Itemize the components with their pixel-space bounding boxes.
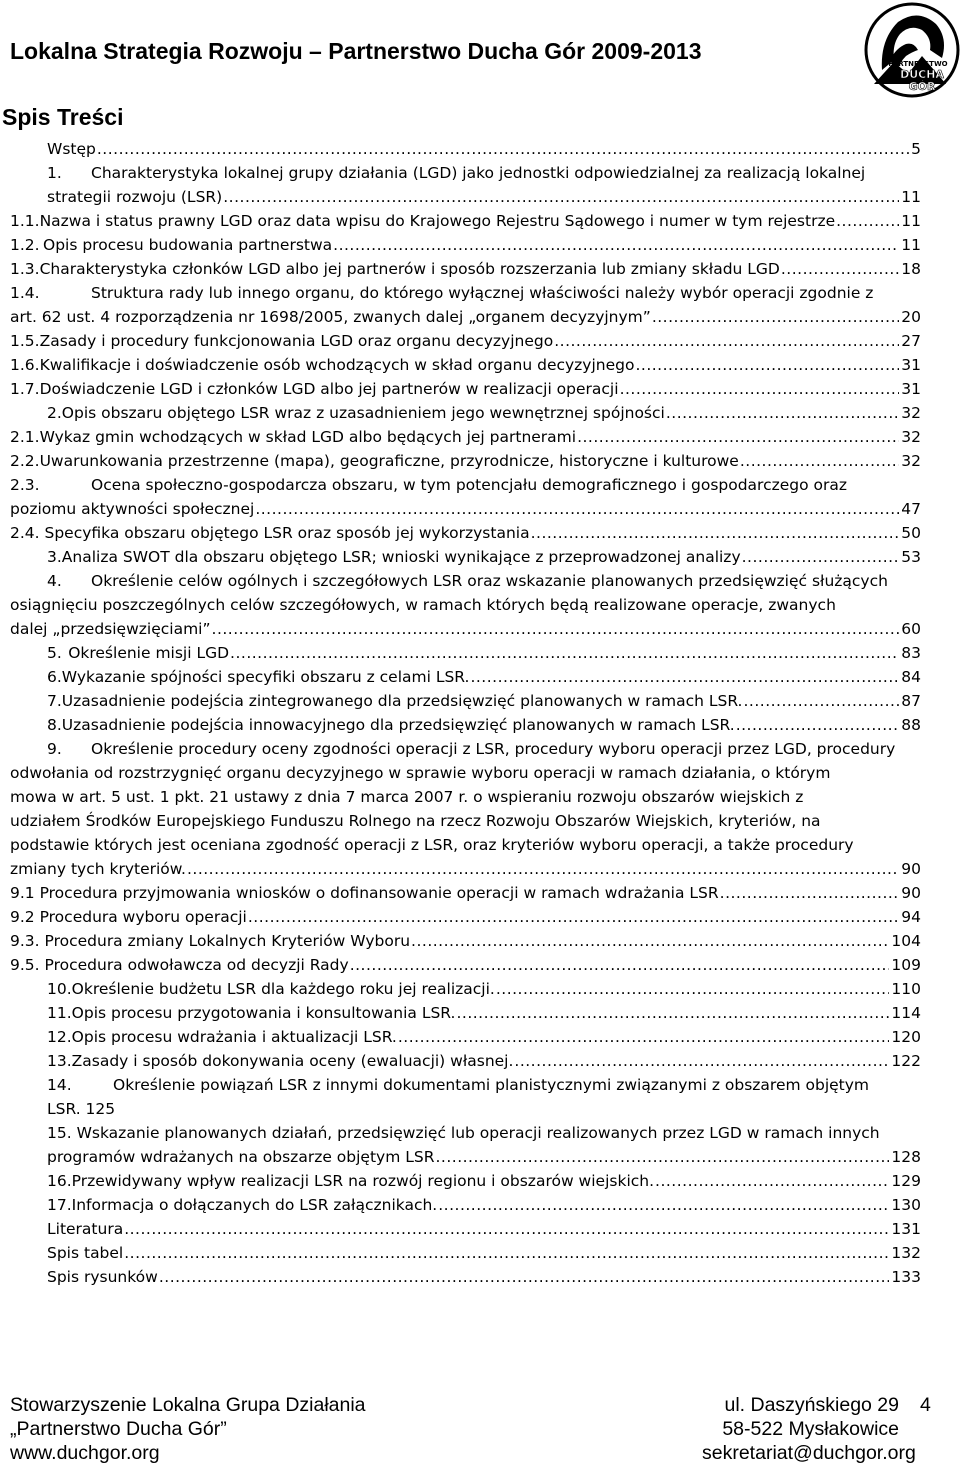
toc-entry[interactable] [10,449,921,473]
toc-entry[interactable] [10,473,921,497]
toc-entry-page: 32 [901,452,921,470]
toc-entry-number: 2. [47,404,62,422]
toc-dot-leader [212,617,900,641]
toc-dot-leader [514,1049,889,1073]
toc-entry-title: LSR. 125 [47,1100,116,1118]
toc-dot-leader [742,545,900,569]
toc-entry[interactable] [47,137,921,161]
toc-entry[interactable] [47,641,921,665]
toc-dot-leader [620,377,900,401]
toc-entry[interactable] [10,353,921,377]
toc-entry-page: 90 [901,860,921,878]
toc-entry-title: poziomu aktywności społecznej [10,500,255,518]
toc-entry[interactable] [47,401,921,425]
toc-entry-number: 1.4. [10,284,40,302]
toc-entry-number: 10. [47,980,72,998]
svg-text:GÓR: GÓR [908,80,936,93]
toc-entry-page: 87 [901,692,921,710]
partnerstwo-ducha-gor-logo [860,0,960,100]
toc-entry-number: 17. [47,1196,72,1214]
toc-entry[interactable] [10,281,921,305]
toc-entry-page: 11 [901,212,921,230]
toc-entry-number: 14. [47,1076,72,1094]
toc-entry[interactable] [10,881,921,905]
toc-entry-number: 7. [47,692,62,710]
toc-dot-leader [736,713,900,737]
toc-entry[interactable] [47,1049,921,1073]
toc-entry-title: programów wdrażanych na obszarze objętym LSR [47,1148,435,1166]
toc-entry[interactable] [47,1121,921,1145]
toc-entry-title: Określenie budżetu LSR dla każdego roku jej realizacji. [71,980,495,998]
toc-entry-title: art. 62 ust. 4 rozporządzenia nr 1698/2005, zwanych dalej „organem decyzyjnym” [10,308,651,326]
toc-entry-title: 2.4. Specyfika obszaru objętego LSR oraz sposób jej wykorzystania [10,524,530,542]
toc-entry-number: 8. [47,716,62,734]
toc-dot-leader [720,881,900,905]
toc-dot-leader [398,1025,890,1049]
toc-entry-number: 2.3. [10,476,40,494]
toc-entry-title: Uwarunkowania przestrzenne (mapa), geograficzne, przyrodnicze, historyczne i kulturowe [39,452,739,470]
toc-entry-title: Zasady i sposób dokonywania oceny (ewaluacji) własnej. [71,1052,514,1070]
toc-entry-page: 27 [901,332,921,350]
toc-dot-leader [554,329,899,353]
toc-entry-number: 9. [47,740,62,758]
toc-entry-title: zmiany tych kryteriów. [10,860,186,878]
toc-entry-page: 50 [901,524,921,542]
toc-dot-leader [124,1217,889,1241]
toc-dot-leader [97,137,909,161]
toc-dot-leader [187,857,899,881]
toc-entry[interactable] [10,377,921,401]
toc-entry-title: 9.5. Procedura odwoławcza od decyzji Rady [10,956,349,974]
toc-entry-title: Opis procesu budowania partnerstwa [43,236,333,254]
toc-entry[interactable] [10,905,921,929]
toc-entry-page: 11 [901,236,921,254]
toc-entry-number: 16. [47,1172,72,1190]
toc-entry-title: Wstęp [47,140,96,158]
toc-entry-page: 47 [901,500,921,518]
toc-dot-leader [836,209,899,233]
toc-entry-title: Literatura [47,1220,124,1238]
toc-entry-title: Określenie misji LGD [68,644,230,662]
toc-entry-title: Charakterystyka członków LGD albo jej partnerów i sposób rozszerzania lub zmiany składu LGD [39,260,780,278]
toc-entry[interactable] [10,257,921,281]
toc-entry-page: 18 [901,260,921,278]
toc-entry[interactable] [10,617,921,641]
toc-entry[interactable] [10,761,921,785]
toc-entry-number: 1.6. [10,356,40,374]
toc-entry-page: 84 [901,668,921,686]
toc-entry-page: 128 [891,1148,921,1166]
toc-entry-title: Nazwa i status prawny LGD oraz data wpisu do Krajowego Rejestru Sądowego i numer w tym rejestrze [39,212,836,230]
toc-dot-leader [438,1193,889,1217]
toc-entry[interactable] [10,857,921,881]
toc-entry-title: Ocena społeczno-gospodarcza obszaru, w tym potencjału demograficznego i gospodarczego oraz [91,476,848,494]
footer-org-name: Stowarzyszenie Lokalna Grupa Działania [10,1394,366,1416]
toc-entry-title: Opis procesu przygotowania i konsultowania LSR. [71,1004,456,1022]
toc-entry-title: Określenie celów ogólnych i szczegółowych LSR oraz wskazanie planowanych przedsięwzięć służących [91,572,888,590]
toc-entry-title: Przewidywany wpływ realizacji LSR na rozwój regionu i obszarów wiejskich. [71,1172,655,1190]
toc-entry[interactable] [47,1025,921,1049]
toc-entry[interactable] [10,929,921,953]
toc-dot-leader [255,497,899,521]
footer-organization [10,1393,366,1465]
toc-entry-title: podstawie których jest oceniana zgodność operacji z LSR, oraz kryteriów wyboru operacji, a także procedury [10,836,854,854]
footer-website: www.duchgor.org [10,1442,160,1464]
toc-entry[interactable] [10,833,921,857]
toc-entry[interactable] [47,1265,921,1289]
toc-entry-title: Doświadczenie LGD i członków LGD albo jej partnerów w realizacji operacji [39,380,619,398]
toc-dot-leader [781,257,899,281]
toc-entry-title: Spis rysunków [47,1268,158,1286]
toc-entry-page: 31 [901,356,921,374]
toc-entry[interactable] [47,1217,921,1241]
toc-dot-leader [470,665,899,689]
toc-entry-number: 3. [47,548,62,566]
toc-entry-title: mowa w art. 5 ust. 1 pkt. 21 ustawy z dnia 7 marca 2007 r. o wspieraniu rozwoju obszarów wiejskich z [10,788,804,806]
toc-dot-leader [740,449,899,473]
toc-entry-page: 104 [891,932,921,950]
toc-entry-title: Określenie powiązań LSR z innymi dokumentami planistycznymi związanymi z obszarem objętym [113,1076,870,1094]
toc-entry-page: 20 [901,308,921,326]
toc-entry-title: Uzasadnienie podejścia zintegrowanego dla przedsięwzięć planowanych w ramach LSR. [61,692,743,710]
toc-dot-leader [350,953,890,977]
toc-entry[interactable] [10,329,921,353]
toc-entry-page: 5 [911,140,921,158]
toc-entry-number: 11. [47,1004,72,1022]
toc-entry-title: udziałem Środków Europejskiego Funduszu Rolnego na rzecz Rozwoju Obszarów Wiejskich, kryteriów, na [10,812,821,830]
toc-dot-leader [456,1001,889,1025]
toc-entry-page: 53 [901,548,921,566]
toc-entry[interactable] [47,665,921,689]
toc-entry[interactable] [10,497,921,521]
toc-entry[interactable] [10,209,921,233]
toc-entry[interactable] [47,161,921,185]
toc-entry-title: Określenie procedury oceny zgodności operacji z LSR, procedury wyboru operacji przez LGD, procedury [91,740,896,758]
toc-entry-page: 60 [901,620,921,638]
footer-email: sekretariat@duchgor.org [702,1442,916,1464]
toc-entry-number: 12. [47,1028,72,1046]
toc-entry-number: 5. [47,644,62,662]
toc-dot-leader [655,1169,889,1193]
toc-dot-leader [230,641,899,665]
toc-dot-leader [248,905,899,929]
toc-entry-title: dalej „przedsięwzięciami” [10,620,211,638]
toc-entry-page: 32 [901,404,921,422]
toc-entry-title: 9.1 Procedura przyjmowania wniosków o dofinansowanie operacji w ramach wdrażania LSR [10,884,719,902]
toc-entry[interactable] [10,593,921,617]
toc-dot-leader [635,353,899,377]
toc-entry-page: 122 [891,1052,921,1070]
toc-entry-page: 129 [891,1172,921,1190]
toc-entry-page: 88 [901,716,921,734]
toc-entry[interactable] [47,1097,921,1121]
toc-dot-leader [531,521,900,545]
toc-entry[interactable] [47,689,921,713]
toc-dot-leader [124,1241,889,1265]
toc-entry[interactable] [10,785,921,809]
toc-dot-leader [411,929,889,953]
toc-entry-title: strategii rozwoju (LSR) [47,188,223,206]
toc-entry[interactable] [10,953,921,977]
toc-entry[interactable] [47,1073,921,1097]
toc-entry-number: 1.1. [10,212,40,230]
toc-entry-title: Opis procesu wdrażania i aktualizacji LSR. [71,1028,397,1046]
toc-entry-title: osiągnięciu poszczególnych celów szczegółowych, w ramach których będą realizowane operacje, zwanych [10,596,836,614]
svg-text:PARTNERSTWO: PARTNERSTWO [888,60,948,68]
toc-entry-title: odwołania od rozstrzygnięć organu decyzyjnego w sprawie wyboru operacji w ramach działania, o którym [10,764,831,782]
toc-dot-leader [435,1145,889,1169]
toc-entry-number: 1. [47,164,62,182]
toc-entry-number: 1.2. [10,236,40,254]
toc-entry[interactable] [47,569,921,593]
toc-entry-page: 132 [891,1244,921,1262]
toc-entry-page: 83 [901,644,921,662]
toc-entry[interactable] [10,425,921,449]
toc-dot-leader [652,305,899,329]
toc-entry[interactable] [10,809,921,833]
toc-entry-title: Wykaz gmin wchodzących w skład LGD albo będących jej partnerami [39,428,577,446]
toc-entry-page: 109 [891,956,921,974]
toc-entry-title: 9.3. Procedura zmiany Lokalnych Kryteriów Wyboru [10,932,411,950]
toc-entry[interactable] [47,1193,921,1217]
toc-dot-leader [333,233,899,257]
toc-entry-page: 130 [891,1196,921,1214]
toc-entry-title: Uzasadnienie podejścia innowacyjnego dla przedsięwzięć planowanych w ramach LSR. [61,716,735,734]
toc-entry[interactable] [10,521,921,545]
toc-entry-title: Kwalifikacje i doświadczenie osób wchodzących w skład organu decyzyjnego [39,356,635,374]
toc-entry-number: 6. [47,668,62,686]
page-number: 4 [920,1394,931,1416]
toc-entry[interactable] [10,305,921,329]
toc-entry-page: 11 [901,188,921,206]
toc-entry-title: Informacja o dołączanych do LSR załącznikach. [71,1196,438,1214]
toc-entry-page: 120 [891,1028,921,1046]
toc-entry-number: 2.1. [10,428,40,446]
toc-entry-page: 90 [901,884,921,902]
document-header-title: Lokalna Strategia Rozwoju – Partnerstwo Ducha Gór 2009-2013 [10,38,702,64]
toc-entry-number: 1.7. [10,380,40,398]
footer-city: 58-522 Mysłakowice [722,1418,899,1440]
toc-entry-title: 9.2 Procedura wyboru operacji [10,908,247,926]
toc-entry[interactable] [47,1241,921,1265]
toc-entry-title: Spis tabel [47,1244,124,1262]
toc-entry-number: 2.2. [10,452,40,470]
toc-entry-page: 114 [891,1004,921,1022]
toc-heading: Spis Treści [2,104,124,130]
toc-entry-number: 4. [47,572,62,590]
toc-entry[interactable] [47,1001,921,1025]
toc-entry-title: Analiza SWOT dla obszaru objętego LSR; wnioski wynikające z przeprowadzonej analizy [61,548,741,566]
footer-address [702,1393,916,1465]
toc-entry[interactable] [47,545,921,569]
toc-dot-leader [159,1265,890,1289]
toc-dot-leader [666,401,899,425]
toc-entry-page: 31 [901,380,921,398]
toc-entry[interactable] [47,185,921,209]
svg-text:DUCHA: DUCHA [900,68,944,81]
toc-entry-title: Zasady i procedury funkcjonowania LGD oraz organu decyzyjnego [39,332,554,350]
toc-entry-page: 32 [901,428,921,446]
toc-entry[interactable] [47,977,921,1001]
toc-entry-number: 1.5. [10,332,40,350]
toc-entry-title: Opis obszaru objętego LSR wraz z uzasadnieniem jego wewnętrznej spójności [61,404,665,422]
toc-dot-leader [743,689,899,713]
toc-entry-title: Charakterystyka lokalnej grupy działania (LGD) jako jednostki odpowiedzialnej za realizacją lokalnej [91,164,866,182]
toc-entry-title: Struktura rady lub innego organu, do którego wyłącznej właściwości należy wybór operacji zgodnie z [91,284,874,302]
toc-entry-title: Wykazanie spójności specyfiki obszaru z celami LSR. [61,668,470,686]
toc-entry-number: 1.3. [10,260,40,278]
toc-entry[interactable] [47,1169,921,1193]
toc-entry-page: 94 [901,908,921,926]
toc-entry[interactable] [47,1145,921,1169]
toc-entry[interactable] [47,737,921,761]
toc-dot-leader [496,977,890,1001]
toc-dot-leader [223,185,899,209]
toc-entry-title: 15. Wskazanie planowanych działań, przedsięwzięć lub operacji realizowanych przez LGD w ramach innych [47,1124,880,1142]
toc-entry[interactable] [47,713,921,737]
footer-org-subname: „Partnerstwo Ducha Gór” [10,1418,227,1440]
toc-dot-leader [577,425,899,449]
toc-entry[interactable] [10,233,921,257]
toc-entry-number: 13. [47,1052,72,1070]
toc-entry-page: 133 [891,1268,921,1286]
footer-street: ul. Daszyńskiego 29 [724,1394,899,1416]
toc-entry-page: 131 [891,1220,921,1238]
toc-entry-page: 110 [891,980,921,998]
